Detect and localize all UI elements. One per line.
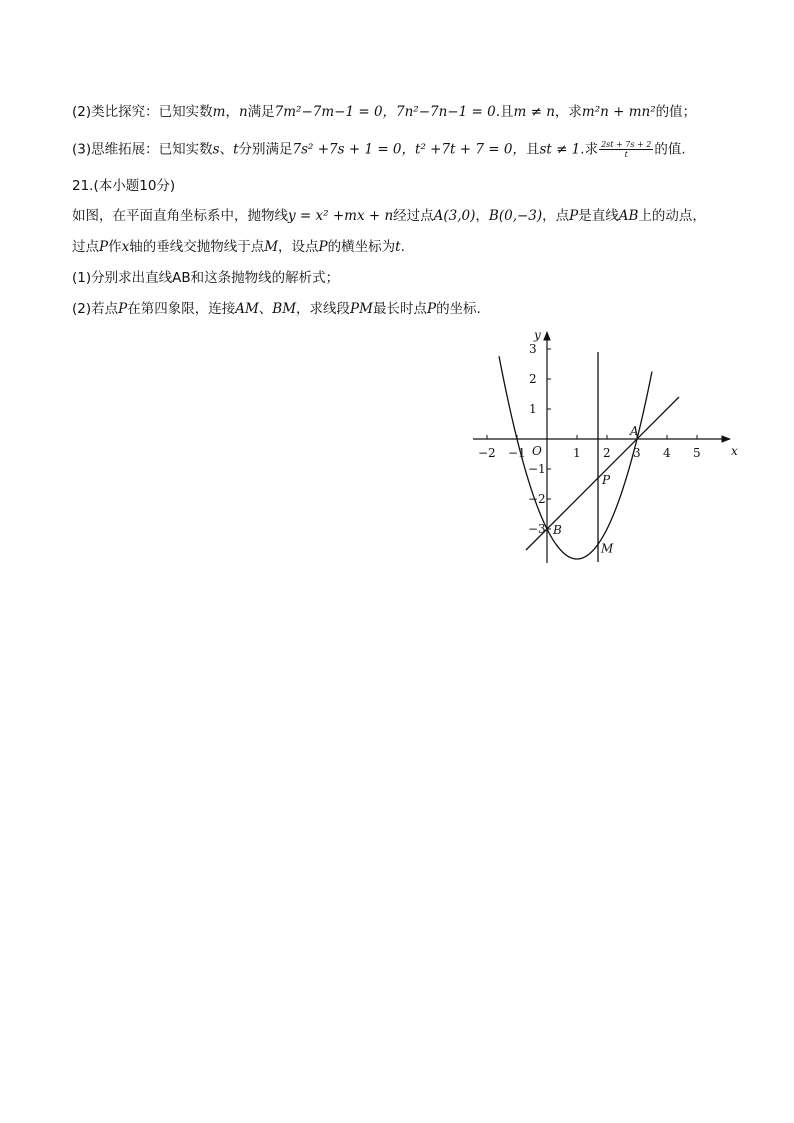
point-P: P xyxy=(318,239,328,255)
q20-part2 xyxy=(72,103,696,121)
segment-PM: PM xyxy=(350,301,373,317)
fraction xyxy=(599,140,653,159)
text: 在第四象限，连接 xyxy=(127,301,236,317)
point-B: B(0,−3) xyxy=(488,208,543,224)
text: .求 xyxy=(580,141,599,158)
var-t: t xyxy=(395,239,401,255)
q20-part3 xyxy=(72,140,686,159)
condition-m-ne-n: m ≠ n xyxy=(513,104,555,120)
point-A: A(3,0) xyxy=(433,208,476,224)
q21-heading: 21.(本小题10分) xyxy=(72,178,176,194)
y-tick-label: 3 xyxy=(529,342,537,356)
x-tick-label: 2 xyxy=(603,446,611,460)
q21-stem-line2 xyxy=(72,238,405,256)
text: 如图，在平面直角坐标系中，抛物线 xyxy=(72,208,288,224)
segment-AM: AM xyxy=(235,301,259,317)
text: 作 xyxy=(108,239,122,255)
text: ，求 xyxy=(554,104,582,120)
y-tick-label: −3 xyxy=(528,522,546,536)
coordinate-figure xyxy=(468,324,738,564)
x-tick-label: 1 xyxy=(573,446,581,460)
point-P: P xyxy=(426,301,437,317)
var-m: m xyxy=(212,104,226,120)
text: 经过点 xyxy=(393,208,434,224)
q21-part1: (1)分别求出直线AB和这条抛物线的解析式； xyxy=(72,270,340,286)
segment-BM: BM xyxy=(272,301,297,317)
text: 的值. xyxy=(654,141,686,158)
text: 轴的垂线交抛物线于点 xyxy=(129,239,265,255)
y-tick-label: 1 xyxy=(529,402,537,416)
q21-stem-line1 xyxy=(72,207,706,225)
text: ，点 xyxy=(542,208,570,224)
text: 是直线 xyxy=(578,208,619,224)
point-label-P: P xyxy=(602,473,611,487)
x-tick-label: 3 xyxy=(633,446,641,460)
origin-label: O xyxy=(532,444,542,458)
var-s: s xyxy=(212,141,220,158)
point-labels xyxy=(552,424,639,555)
text: 的坐标. xyxy=(436,301,481,317)
text: ， xyxy=(475,208,489,224)
point-M: M xyxy=(264,239,279,255)
text: 过点 xyxy=(72,239,99,255)
point-P: P xyxy=(569,208,579,224)
text: 且 xyxy=(525,141,540,158)
x-tick-label: −2 xyxy=(478,446,496,460)
text: 最长时点 xyxy=(372,301,427,317)
var-x: x xyxy=(121,239,130,255)
target-expression: m²n + mn² xyxy=(581,104,656,120)
text: 的值； xyxy=(655,104,697,120)
y-tick-label: −2 xyxy=(528,492,546,506)
point-P: P xyxy=(99,239,109,255)
parabola-equation: y = x² +mx + n xyxy=(288,208,394,224)
fraction-denominator: t xyxy=(624,150,628,159)
fraction-numerator: 2st + 7s + 2 xyxy=(601,140,652,149)
q20-part3-prefix: (3)思维拓展：已知实数 xyxy=(72,141,213,158)
text: 、 xyxy=(258,301,273,317)
text: . xyxy=(400,239,405,255)
q21-part2 xyxy=(72,300,481,318)
point-label-M: M xyxy=(601,541,614,556)
q20-part2-prefix: (2)类比探究：已知实数 xyxy=(72,104,213,120)
text: 的横坐标为 xyxy=(327,239,396,255)
x-tick-label: 4 xyxy=(663,446,671,460)
separator: 、 xyxy=(219,141,234,158)
y-tick-label: 2 xyxy=(529,372,537,386)
var-n: n xyxy=(238,104,248,120)
y-tick-label: −1 xyxy=(528,462,546,476)
y-axis-label: y xyxy=(534,328,541,342)
point-label-B: B xyxy=(553,523,562,537)
text: 满足 xyxy=(247,104,275,120)
separator: ， xyxy=(225,104,239,120)
x-tick-label: 5 xyxy=(693,446,701,460)
line-AB: AB xyxy=(618,208,639,224)
text: 分别满足 xyxy=(238,141,293,158)
x-axis-label: x xyxy=(731,444,738,458)
text: ，求线段 xyxy=(296,301,351,317)
condition-st-ne-1: st ≠ 1 xyxy=(539,141,581,158)
text: ，设点 xyxy=(278,239,319,255)
text: (2)若点 xyxy=(72,301,119,317)
x-tick-label: −1 xyxy=(508,446,526,460)
var-t: t xyxy=(233,141,239,158)
point-label-A: A xyxy=(630,424,639,438)
equation-mn: 7m²−7m−1 = 0，7n²−7n−1 = 0. xyxy=(274,104,500,120)
point-P: P xyxy=(118,301,128,317)
text: 且 xyxy=(500,104,514,120)
text: 上的动点， xyxy=(638,208,706,224)
equation-st: 7s² +7s + 1 = 0，t² +7t + 7 = 0， xyxy=(292,141,526,158)
